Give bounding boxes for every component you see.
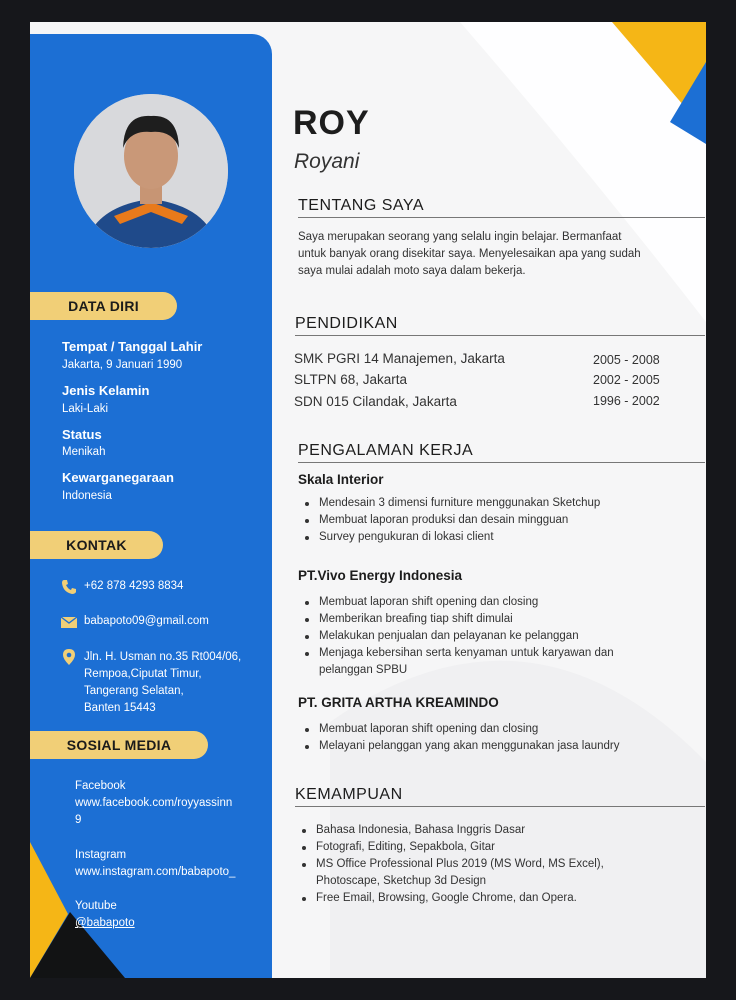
skill-1: Bahasa Indonesia, Bahasa Inggris Dasar <box>316 822 525 839</box>
job-2-task-1: Membuat laporan shift opening dan closing <box>319 594 538 611</box>
skill-4: Free Email, Browsing, Google Chrome, dan Opera. <box>316 890 577 907</box>
profile-photo <box>74 94 228 248</box>
job-1-task-1: Mendesain 3 dimensi furniture menggunakan Sketchup <box>319 495 600 512</box>
phone-text: +62 878 4293 8834 <box>84 580 184 592</box>
job-3-company: PT. GRITA ARTHA KREAMINDO <box>298 695 499 710</box>
job-3-task-1: Membuat laporan shift opening dan closing <box>319 721 538 738</box>
kontak-heading: KONTAK <box>30 531 163 559</box>
data-diri-heading: DATA DIRI <box>30 292 177 320</box>
education-years-3: 1996 - 2002 <box>593 394 660 408</box>
sidebar <box>30 34 272 978</box>
job-1-task-3: Survey pengukuran di lokasi client <box>319 529 494 546</box>
email-icon <box>60 613 78 631</box>
instagram-link[interactable]: www.instagram.com/babapoto_ <box>75 866 236 878</box>
about-line-2: untuk banyak orang disekitar saya. Menyelesaikan apa yang sudah <box>298 248 641 260</box>
facebook-label: Facebook <box>75 780 126 792</box>
skill-3-cont: Photoscape, Sketchup 3d Design <box>316 875 487 887</box>
job-2-task-4-cont: pelanggan SPBU <box>319 664 408 676</box>
education-school-1: SMK PGRI 14 Manajemen, Jakarta <box>294 351 505 366</box>
skill-2: Fotografi, Editing, Sepakbola, Gitar <box>316 839 495 856</box>
job-2-company: PT.Vivo Energy Indonesia <box>298 568 463 583</box>
nationality-value: Indonesia <box>62 490 112 502</box>
address-line-1: Jln. H. Usman no.35 Rt004/06, <box>84 651 242 663</box>
instagram-label: Instagram <box>75 849 127 861</box>
birth-label: Tempat / Tanggal Lahir <box>62 339 203 354</box>
education-school-2: SLTPN 68, Jakarta <box>294 372 408 387</box>
birth-value: Jakarta, 9 Januari 1990 <box>62 359 183 371</box>
sosial-media-heading: SOSIAL MEDIA <box>30 731 208 759</box>
job-2-task-2: Memberikan breafing tiap shift dimulai <box>319 611 513 628</box>
nationality-label: Kewarganegaraan <box>62 470 174 485</box>
location-pin-icon <box>60 648 78 666</box>
job-1-task-2: Membuat laporan produksi dan desain mingguan <box>319 512 568 529</box>
youtube-label: Youtube <box>75 900 117 912</box>
address-line-4: Banten 15443 <box>84 702 156 714</box>
address-line-2: Rempoa,Ciputat Timur, <box>84 668 202 680</box>
resume-page <box>30 22 706 978</box>
job-1-company: Skala Interior <box>298 472 384 487</box>
skill-3: MS Office Professional Plus 2019 (MS Word, MS Excel), <box>316 856 604 873</box>
job-2-task-4: Menjaga kebersihan serta kenyaman untuk karyawan dan <box>319 645 614 662</box>
job-3-task-2: Melayani pelanggan yang akan menggunakan jasa laundry <box>319 738 620 755</box>
status-label: Status <box>62 427 102 442</box>
experience-heading: PENGALAMAN KERJA <box>298 442 705 463</box>
gender-value: Laki-Laki <box>62 403 109 415</box>
about-heading: TENTANG SAYA <box>298 197 705 218</box>
skills-heading: KEMAMPUAN <box>295 786 705 807</box>
full-name: Royani <box>294 150 360 173</box>
gender-label: Jenis Kelamin <box>62 383 150 398</box>
sidebar-corner-shapes <box>30 824 272 978</box>
education-years-1: 2005 - 2008 <box>593 353 660 367</box>
phone-icon <box>60 578 78 596</box>
facebook-link[interactable]: www.facebook.com/royyassinn <box>75 797 233 809</box>
education-years-2: 2002 - 2005 <box>593 373 660 387</box>
education-school-3: SDN 015 Cilandak, Jakarta <box>294 394 457 409</box>
job-2-task-3: Melakukan penjualan dan pelayanan ke pelanggan <box>319 628 579 645</box>
address-line-3: Tangerang Selatan, <box>84 685 184 697</box>
about-line-3: saya mulai adalah moto saya dalam bekerja. <box>298 265 526 277</box>
about-line-1: Saya merupakan seorang yang selalu ingin belajar. Bermanfaat <box>298 231 622 243</box>
status-value: Menikah <box>62 446 106 458</box>
education-heading: PENDIDIKAN <box>295 315 705 336</box>
email-text: babapoto09@gmail.com <box>84 615 209 627</box>
facebook-link-cont[interactable]: 9 <box>75 814 82 826</box>
youtube-link[interactable]: @babapoto <box>75 917 135 929</box>
first-name: ROY <box>293 104 370 142</box>
